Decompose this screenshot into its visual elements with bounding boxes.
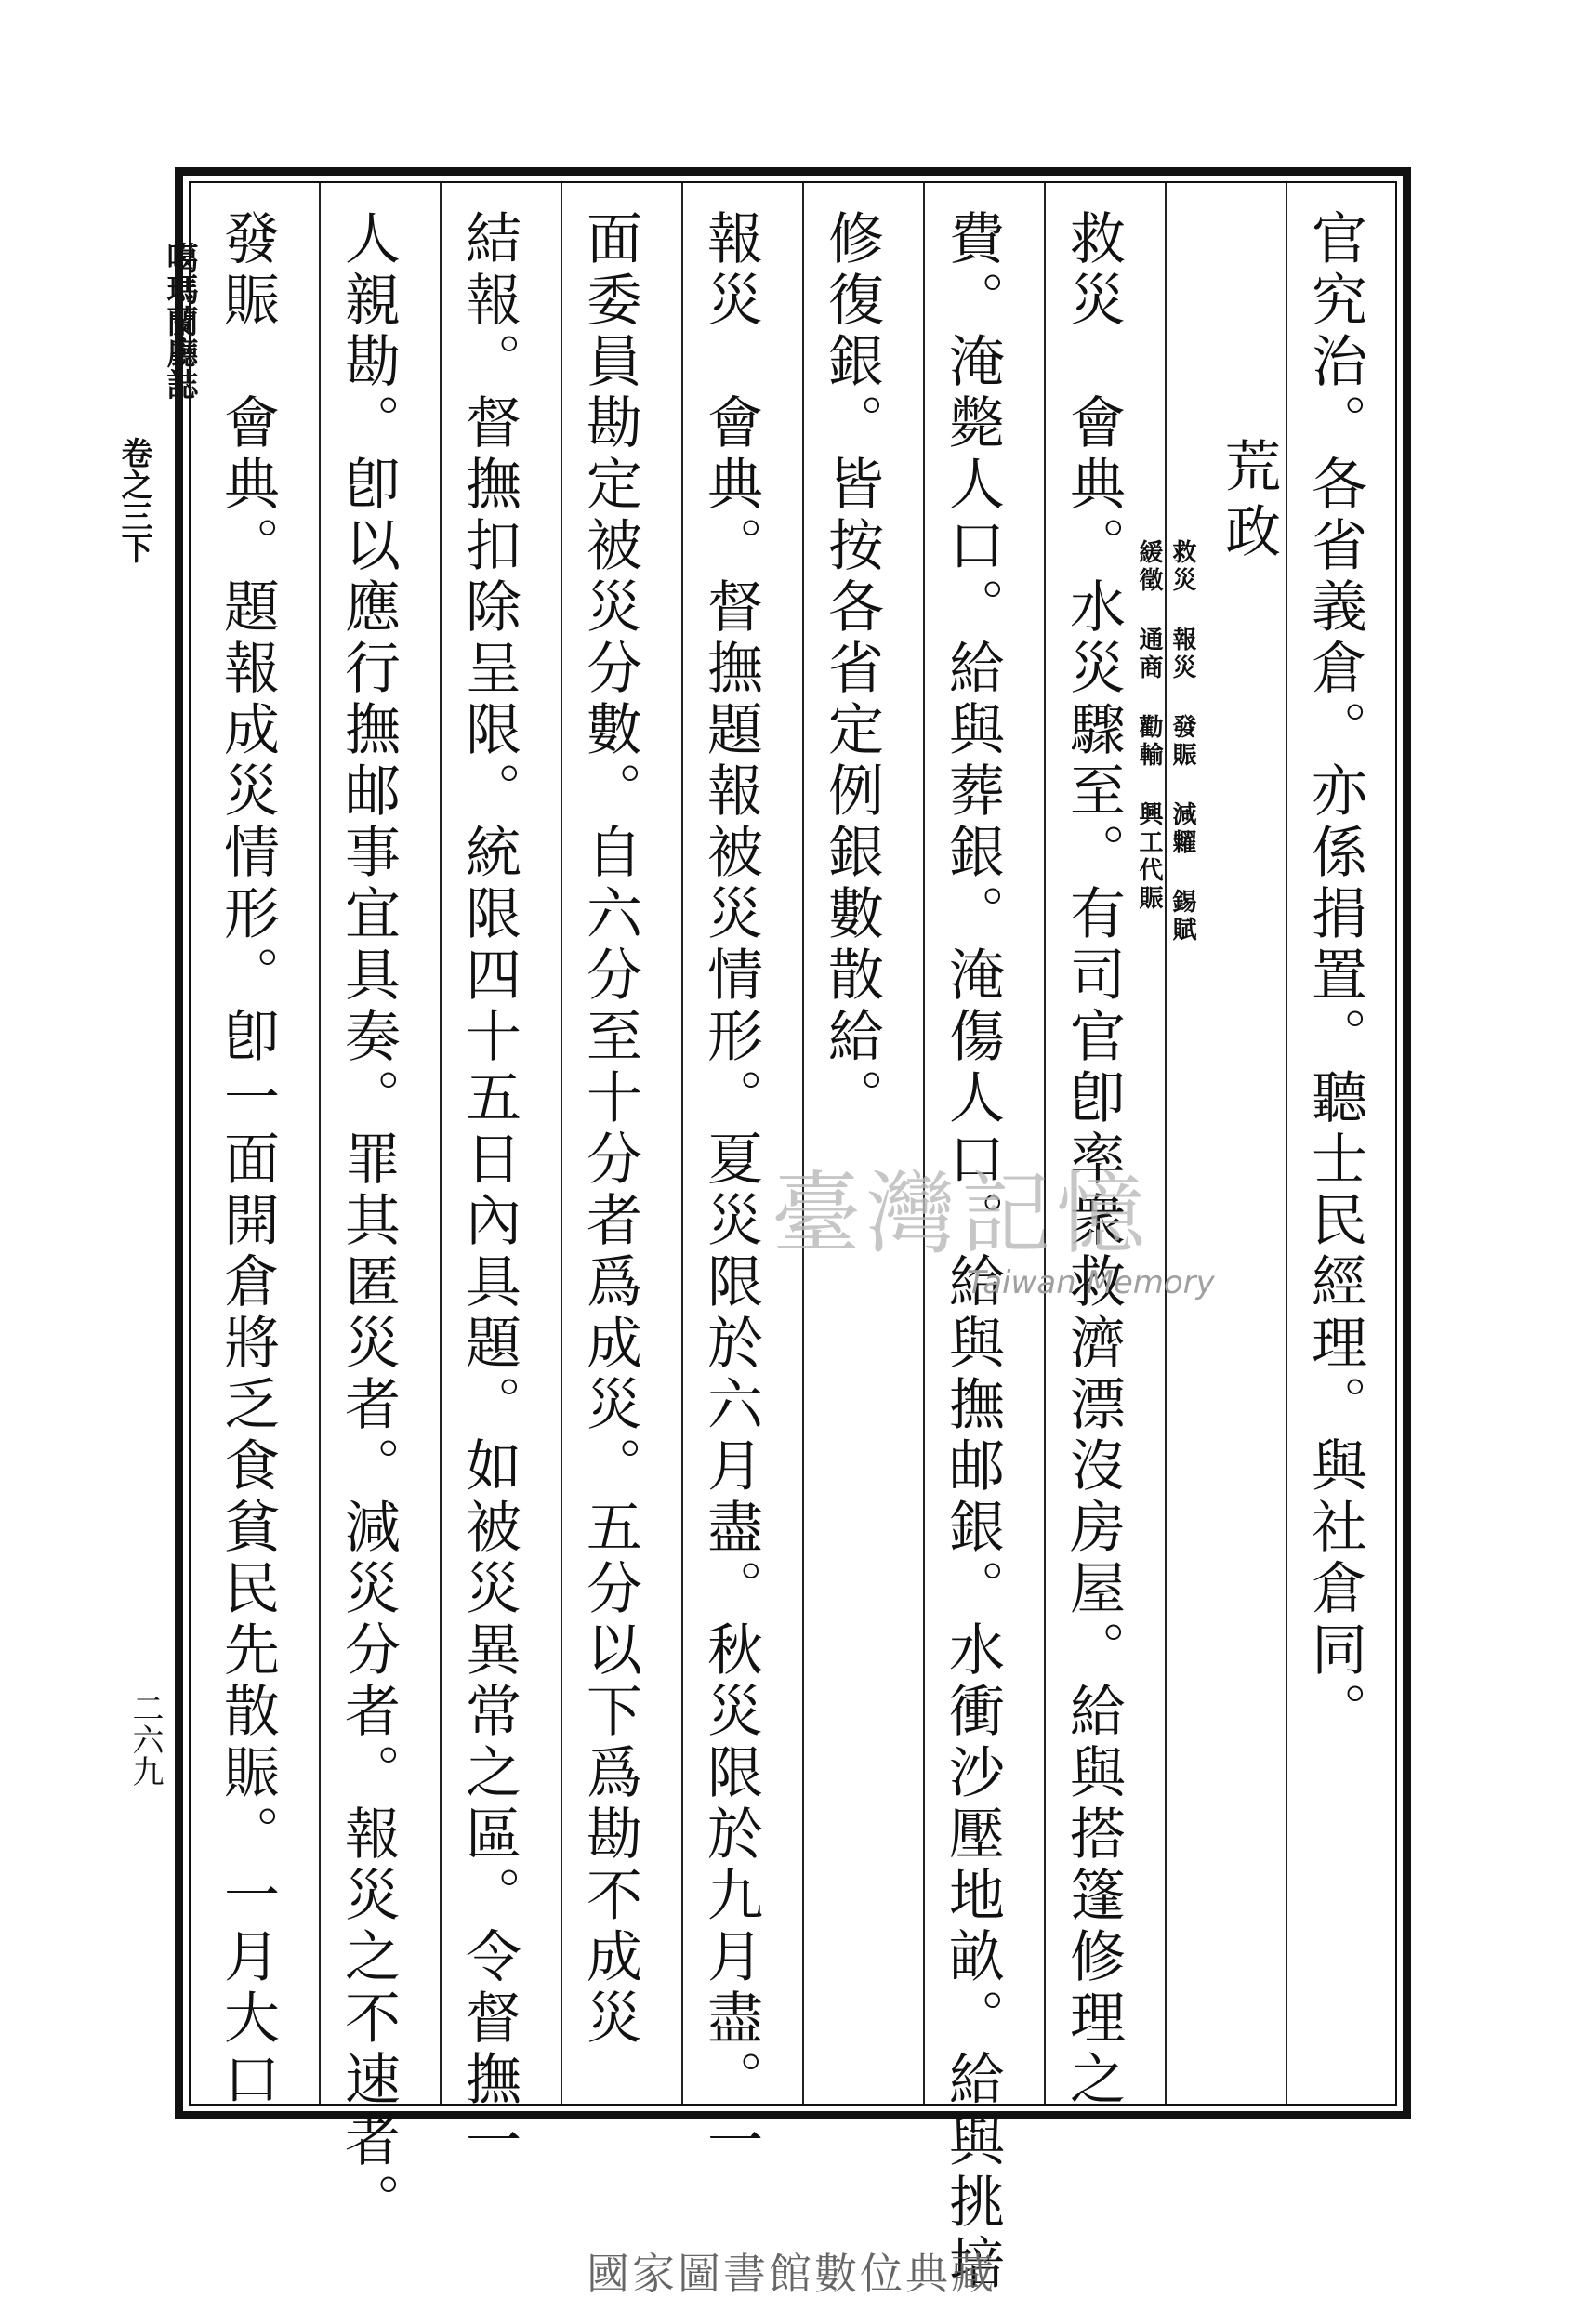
column-divider — [561, 183, 562, 2104]
column-divider — [440, 183, 442, 2104]
text-column: 報災 會典。督撫題報被災情形。夏災限於六月盡。秋災限於九月盡。一 — [698, 209, 763, 2172]
volume-label: 卷之三下 — [115, 437, 152, 563]
column-divider — [1165, 183, 1167, 2104]
watermark-subtext: Taiwan Memory — [967, 1264, 1215, 1301]
text-column: 結報。督撫扣除呈限。統限四十五日內具題。如被災異常之區。令督撫一 — [456, 209, 521, 2172]
subtopic-list: 緩徵 通商 勸輸 興工代賑 — [1135, 539, 1163, 913]
text-column: 面委員勘定被災分數。自六分至十分者爲成災。五分以下爲勘不成災 — [577, 209, 642, 2050]
book-title: 噶瑪蘭廳誌 — [161, 242, 198, 400]
watermark-logo: 臺灣記憶 — [772, 1162, 1151, 1266]
section-heading: 荒政 — [1216, 437, 1281, 567]
text-column: 人親勘。卽以應行撫邮事宜具奏。罪其匿災者。減災分者。報災之不速者。 — [336, 209, 401, 2234]
text-column: 修復銀。皆按各省定例銀數散給。 — [819, 209, 884, 1129]
text-column: 救災 會典。水災驟至。有司官卽率衆救濟漂沒房屋。給與搭篷修理之 — [1061, 209, 1126, 2111]
subtopic-list: 救災 報災 發賑 減糶 錫賦 — [1168, 539, 1196, 944]
text-column: 費。淹斃人口。給與葬銀。淹傷人口。給與撫邮銀。水衝沙壓地畝。給與挑培 — [940, 209, 1005, 2295]
column-divider — [681, 183, 683, 2104]
page-number: 二六九 — [126, 1692, 164, 1787]
collection-footer: 國家圖書館數位典藏 — [587, 2249, 996, 2299]
column-divider — [319, 183, 321, 2104]
text-column: 官究治。各省義倉。亦係捐置。聽士民經理。與社倉同。 — [1302, 209, 1367, 1743]
text-column: 發賑 會典。題報成災情形。卽一面開倉將乏食貧民先散賑。一月大口 — [215, 209, 280, 2111]
